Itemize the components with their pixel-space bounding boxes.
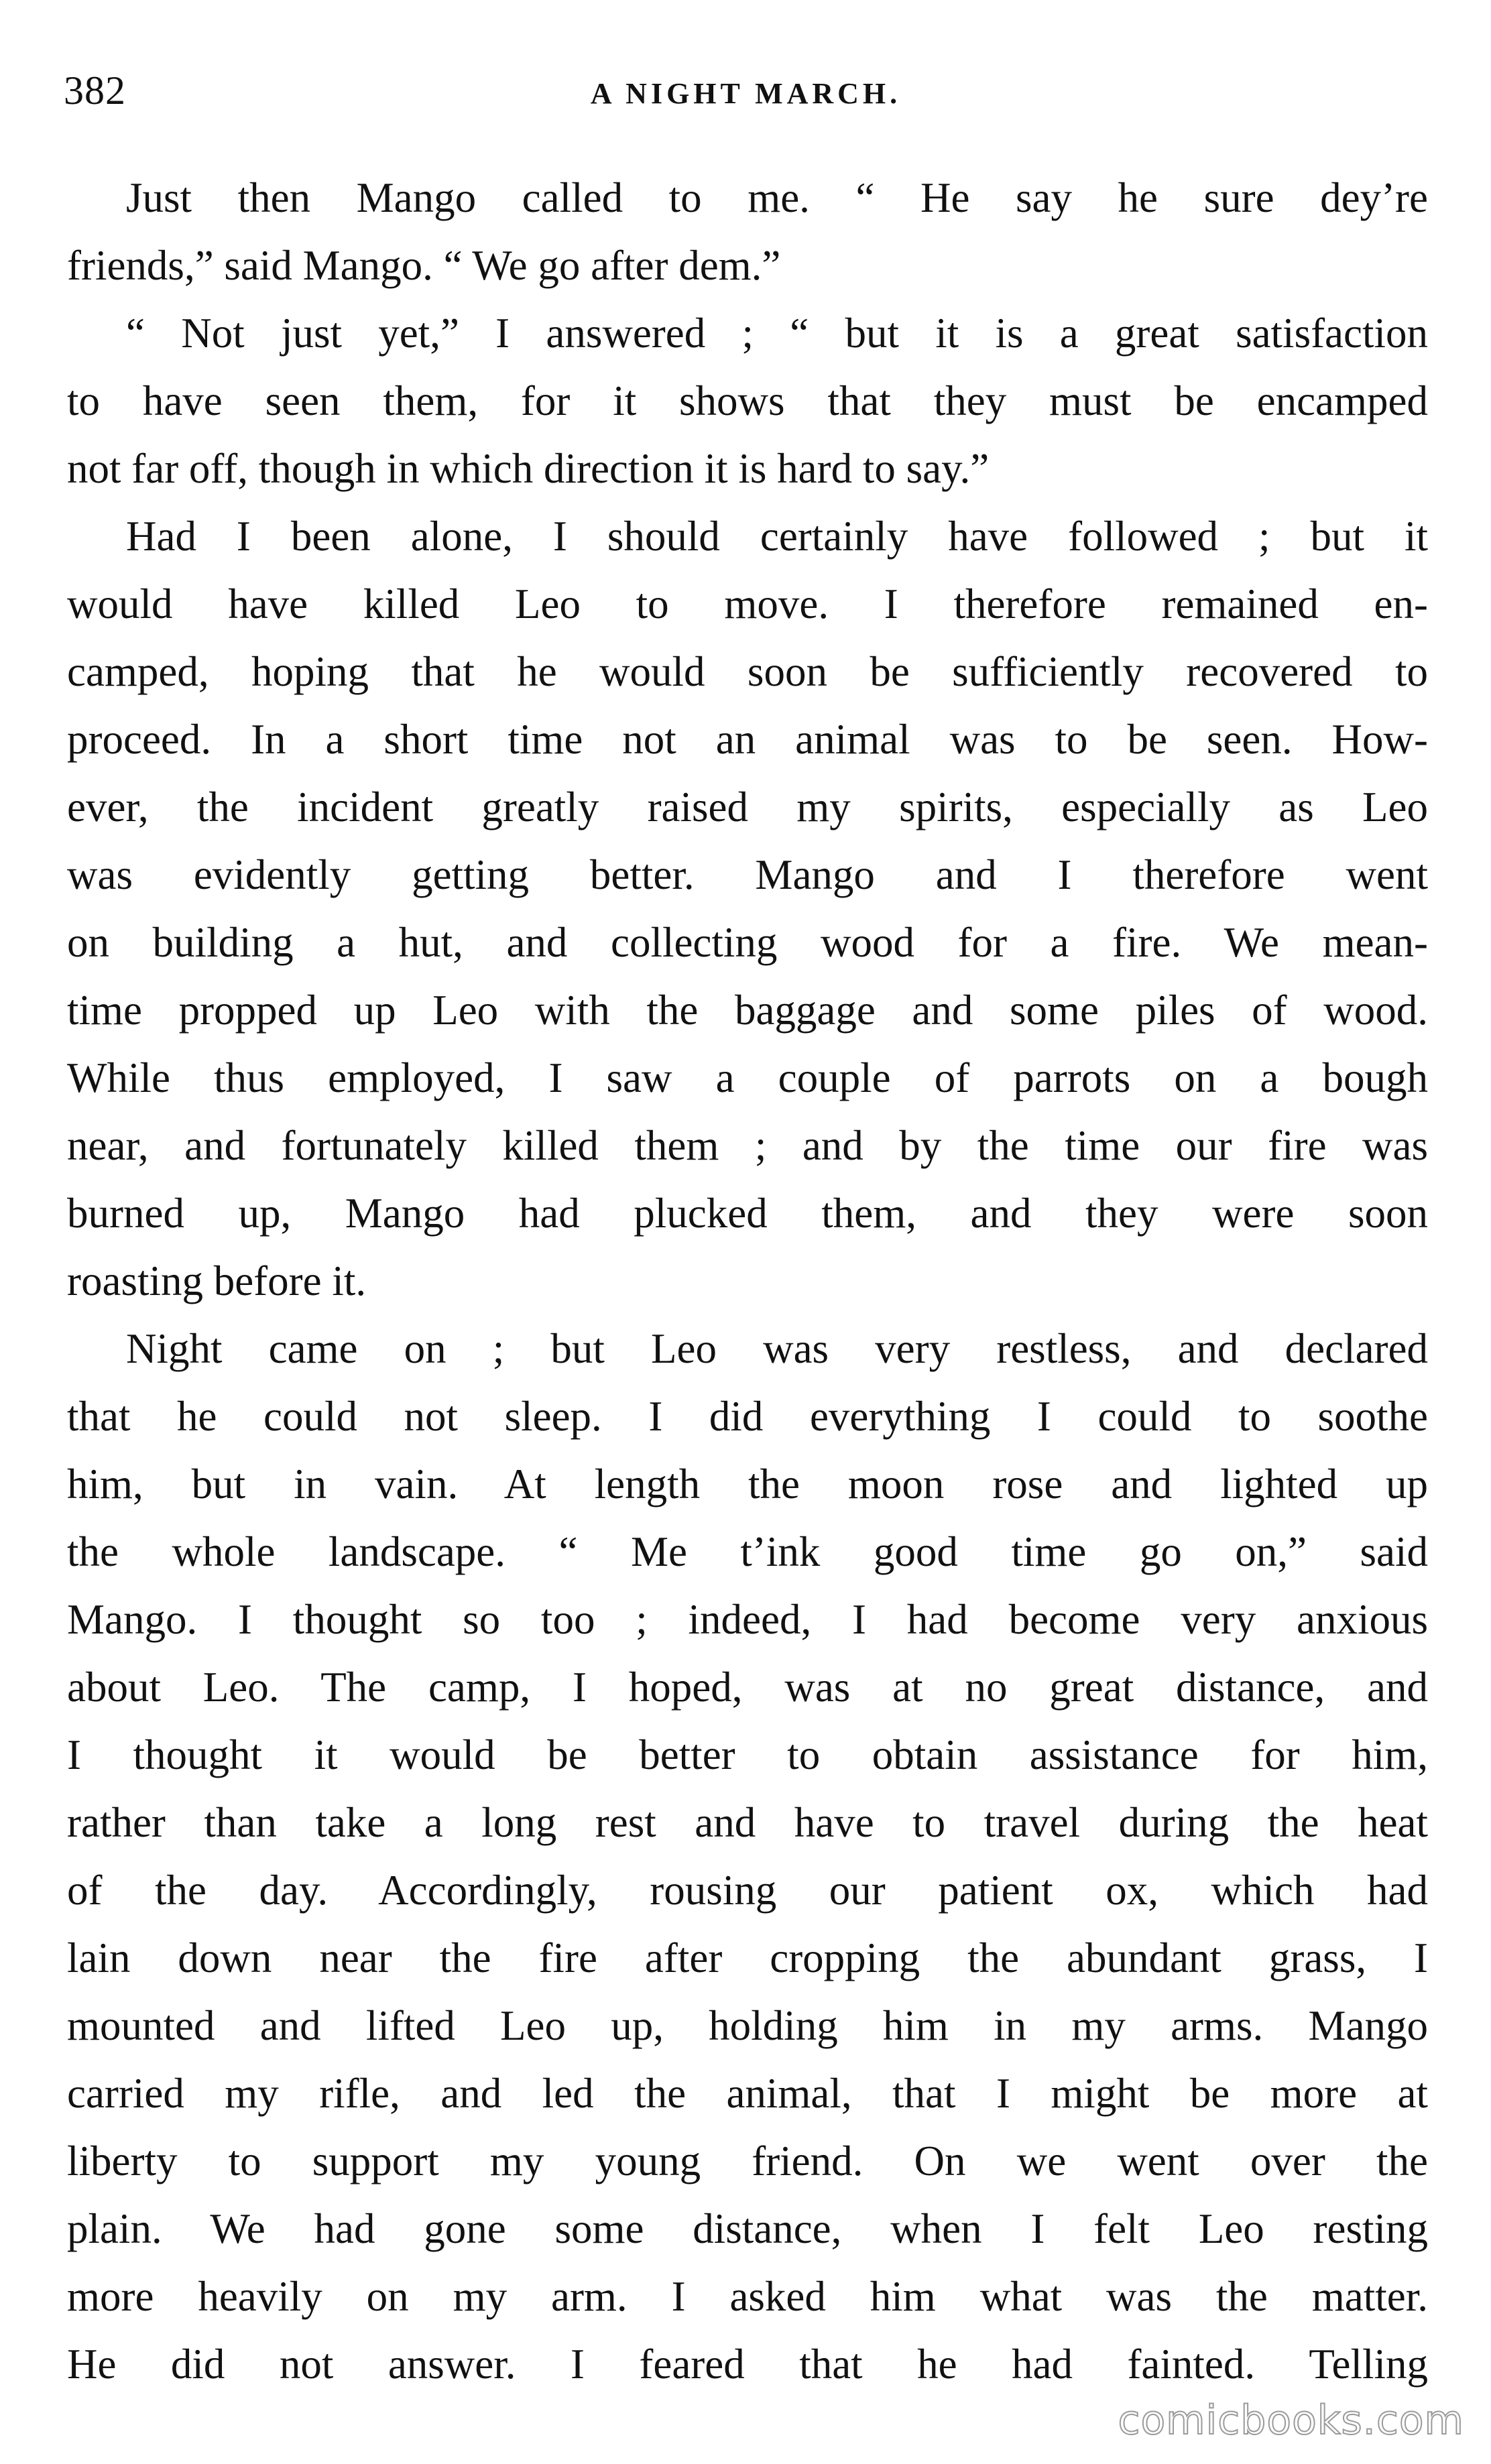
text-line: not far off, though in which direction it is hard to say.” [67,445,990,492]
page-number: 382 [64,68,126,113]
text-line: mounted and lifted Leo up, holding him in my arms. Mango [67,2002,1428,2049]
text-line: was evidently getting better. Mango and I therefore went [67,851,1428,898]
text-line: more heavily on my arm. I asked him what was the matter. [67,2273,1428,2320]
text-line: camped, hoping that he would soon be sufficiently recovered to [67,648,1428,695]
text-line: roasting before it. [67,1257,367,1304]
text-line: proceed. In a short time not an animal was to be seen. How- [67,716,1428,763]
text-line: carried my rifle, and led the animal, that I might be more at [67,2070,1428,2117]
text-line: about Leo. The camp, I hoped, was at no great distance, and [67,1664,1428,1711]
text-line: Had I been alone, I should certainly have followed ; but it [126,513,1428,560]
text-line: the whole landscape. “ Me t’ink good time go on,” said [67,1528,1428,1575]
text-line: lain down near the fire after cropping the abundant grass, I [67,1934,1428,1981]
text-line: plain. We had gone some distance, when I felt Leo resting [67,2205,1428,2252]
text-line: While thus employed, I saw a couple of parrots on a bough [67,1054,1428,1101]
text-line: liberty to support my young friend. On we went over the [67,2138,1428,2184]
text-line: ever, the incident greatly raised my spirits, especially as Leo [67,784,1428,830]
text-line: near, and fortunately killed them ; and by the time our fire was [67,1122,1428,1169]
paragraph [67,1315,1428,2398]
paragraph [67,503,1428,1315]
text-line: would have killed Leo to move. I therefore remained en- [67,580,1428,627]
text-line: to have seen them, for it shows that they must be encamped [67,377,1428,424]
text-line: of the day. Accordingly, rousing our patient ox, which had [67,1867,1428,1914]
running-head: A NIGHT MARCH. [590,77,902,110]
text-line: I thought it would be better to obtain assistance for him, [67,1731,1428,1778]
paragraph [67,164,1428,300]
paragraph [67,300,1428,503]
watermark: comicbooks.com [1118,2397,1464,2444]
text-line: him, but in vain. At length the moon rose and lighted up [67,1461,1428,1507]
text-line: Night came on ; but Leo was very restless, and declared [126,1325,1428,1372]
body-text [67,164,1428,2398]
text-line: Mango. I thought so too ; indeed, I had become very anxious [67,1596,1428,1643]
text-line: time propped up Leo with the baggage and some piles of wood. [67,987,1428,1034]
text-line: Just then Mango called to me. “ He say he sure dey’re [126,174,1428,221]
page-header [64,64,1428,117]
text-line: He did not answer. I feared that he had fainted. Telling [67,2341,1428,2388]
text-line: rather than take a long rest and have to travel during the heat [67,1799,1428,1846]
text-line: friends,” said Mango. “ We go after dem.” [67,242,781,289]
text-line: on building a hut, and collecting wood for a fire. We mean- [67,919,1428,966]
text-line: “ Not just yet,” I answered ; “ but it is a great satisfaction [126,310,1428,357]
text-line: that he could not sleep. I did everything I could to soothe [67,1393,1428,1440]
text-line: burned up, Mango had plucked them, and they were soon [67,1190,1428,1237]
